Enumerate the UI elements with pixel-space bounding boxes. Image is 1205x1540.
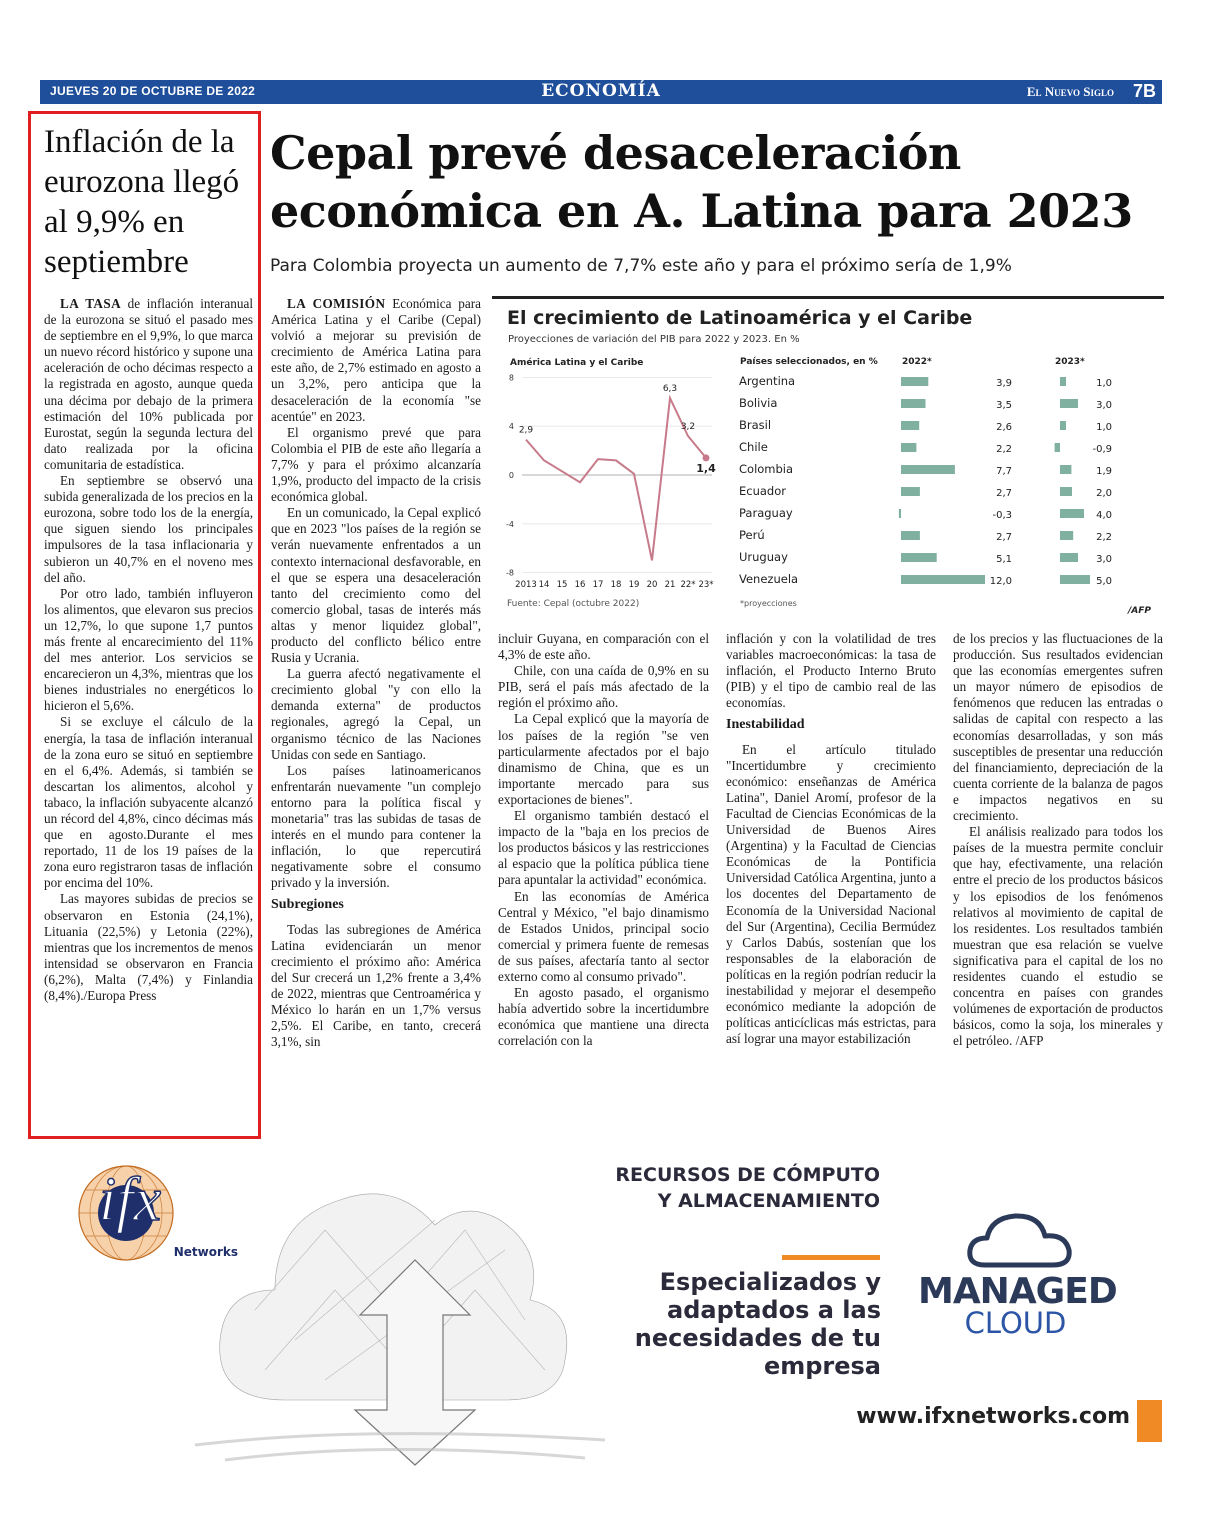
page-header-bar <box>40 80 1162 104</box>
x-tick-label: 22* <box>680 580 696 590</box>
bar-2023-value: 1,0 <box>1096 422 1112 433</box>
projection-note: *proyecciones <box>740 599 797 608</box>
data-label: 1,4 <box>696 461 716 475</box>
sidebar-paragraph: Si se excluye el cálculo de la energía, la tasa de inflación interanual de la zona euro se situó en septiembre en el 6,4%. Además, si también se descartan los alimentos, alcohol y tabaco, la inflación subyacente alcanzó un récord del 4,8%, cinco décimas más que en agosto.Durante el mes reportado, 11 de los 19 países de la zona euro registraron tasas de inflación por encima del 10%. <box>44 714 253 891</box>
country-label: Bolivia <box>739 396 778 410</box>
bar-2022 <box>899 509 901 518</box>
country-label: Colombia <box>739 462 794 476</box>
article-column-3 <box>726 631 936 1047</box>
country-label: Argentina <box>739 374 796 388</box>
ad-accent-bar <box>782 1255 880 1260</box>
article-paragraph: inflación y con la volatilidad de tres variables macroeconómicas: la tasa de inflación, el Producto Interno Bruto (PIB) y el tipo de cambio real de las economías. <box>726 631 936 711</box>
bar-2023 <box>1060 487 1072 496</box>
chart-subtitle: Proyecciones de variación del PIB para 2022 y 2023. En % <box>508 334 800 345</box>
sidebar-headline: Inflación de la eurozona llegó al 9,9% en septiembre <box>44 124 240 280</box>
chart-credit: /AFP <box>1128 606 1151 616</box>
bar-2022-value: 2,6 <box>996 422 1012 433</box>
article-column-1 <box>271 296 481 1050</box>
bar-2023 <box>1060 421 1066 430</box>
page-number: 7B <box>1132 81 1156 101</box>
article-paragraph: El análisis realizado para todos los países de la muestra permite concluir que hay, efectivamente, una relación entre el precio de los productos básicos y los episodios de los fenómenos relativos al movimiento de capital de los residentes. Los resultados también muestran que esa relación se vuelve significativa para el capital de los no residentes cuando el estudio se concentra en países con grandes volúmenes de exportación de productos básicos, como la soja, los minerales y el petróleo. /AFP <box>953 824 1163 1049</box>
bar-2022 <box>901 421 919 430</box>
bar-2022 <box>901 487 920 496</box>
article-column-4 <box>953 631 1163 1049</box>
managed-cloud-label: MANAGED <box>918 1271 1117 1312</box>
article-paragraph: Todas las subregiones de América Latina evidenciarán un menor crecimiento el próximo año: América del Sur crecerá un 1,2% frente a 3,4% de 2022, mientras que Centroamérica y México lo harán en un 1,7% versus 2,5%. El Caribe, en tanto, crecerá 3,1%, sin <box>271 921 481 1050</box>
bar-2022 <box>901 399 926 408</box>
bar-2022-value: 2,7 <box>996 488 1012 499</box>
bar-2023-value: -0,9 <box>1092 444 1112 455</box>
article-paragraph: En el artículo titulado "Incertidumbre y crecimiento económico: enseñanzas de América Latina", Daniel Aromí, profesor de la Facultad de Ciencias Económicas de la Universidad de Buenos Aires (Argentina) y la Facultad de Ciencias Económicas de la Pontificia Universidad Católica Argentina, junto a los docentes del Departamento de Economía de la Universidad Nacional del Sur (Argentina), Cecilia Bermúdez y Carlos Dabús, sostenían que los responsables de la elaboración de políticas en la región podrían reducir la inestabilidad y mejorar el desempeño económico mediante la adopción de políticas anticíclicas más estrictas, para así lograr una mayor estabilización <box>726 741 936 1047</box>
sidebar-paragraph: Por otro lado, también influyeron los alimentos, que elevaron sus precios un 12,7%, lo que supone 1,7 puntos más frente al encarecimiento del 11% del mes anterior. Los servicios se encarecieron un 4,3%, mientras que los bienes industriales no energéticos lo hicieron el 5,6%. <box>44 585 253 714</box>
bar-2022-value: -0,3 <box>992 510 1012 521</box>
subheading: Inestabilidad <box>726 717 805 733</box>
sidebar-paragraph: En septiembre se observó una subida generalizada de los precios en la eurozona, sobre todo los de la energía, que siguen siendo los principales impulsores de la tasa inflacionaria y subieron un 40,7% en el noveno mes del año. <box>44 473 253 585</box>
data-label: 3,2 <box>680 421 696 432</box>
bar-2023 <box>1060 465 1071 474</box>
country-label: Brasil <box>739 418 772 432</box>
bar-2023-value: 1,0 <box>1096 378 1112 389</box>
x-tick-label: 17 <box>592 580 604 590</box>
bar-2023 <box>1060 553 1078 562</box>
x-tick-label: 21 <box>664 580 676 590</box>
chart-title: El crecimiento de Latinoamérica y el Caribe <box>507 307 973 329</box>
bar-2023 <box>1060 509 1084 518</box>
bar-2023-value: 2,0 <box>1096 488 1112 499</box>
bar-2023 <box>1060 377 1066 386</box>
data-label: 2,9 <box>518 425 534 436</box>
article-paragraph: En un comunicado, la Cepal explicó que en 2023 "los países de la región se verán nuevamente enfrentados a un contexto internacional desfavorable, en el que se espera una desaceleración tanto del crecimiento como del comercio global, tasas de interés más altas y menor liquidez global", producto del conflicto bélico entre Rusia y Ucrania. <box>271 505 481 666</box>
article-subheadline: Para Colombia proyecta un aumento de 7,7% este año y para el próximo sería de 1,9% <box>270 256 1012 276</box>
bar-2023 <box>1060 531 1073 540</box>
country-label: Chile <box>739 440 768 454</box>
article-paragraph: de los precios y las fluctuaciones de la producción. Sus resultados evidencian que las economías emergentes sufren un mayor número de episodios de fenómenos que reducen las entradas o salidas de capital con respecto a las economías desarrolladas, y son más susceptibles de presentar una reducción del financiamiento, depreciación de la cuenta corriente de la balanza de pagos e impactos negativos en su crecimiento. <box>953 631 1163 824</box>
country-label: Perú <box>739 528 765 542</box>
cloud-upload-illustration <box>165 1140 615 1470</box>
ifx-brand-word: Networks <box>173 1245 238 1259</box>
bar-2023-value: 4,0 <box>1096 510 1112 521</box>
ad-headline: RECURSOS DE CÓMPUTO Y ALMACENAMIENTO <box>615 1164 880 1212</box>
sidebar-body <box>44 296 253 1004</box>
bar-2023-value: 2,2 <box>1096 532 1112 543</box>
gdp-growth-chart <box>500 365 1165 615</box>
sidebar-lead: LA TASA <box>60 296 121 311</box>
bar-2022-value: 12,0 <box>989 576 1012 587</box>
bar-2022-value: 3,5 <box>996 400 1012 411</box>
y-tick-label: 4 <box>508 422 514 432</box>
x-tick-label: 23* <box>698 580 714 590</box>
article-lead: LA COMISIÓN <box>287 296 386 311</box>
bar-2023-value: 1,9 <box>1096 466 1112 477</box>
article-paragraph: La guerra afectó negativamente el crecimiento global "y con ello la demanda externa" de productos regionales, agregó la Cepal, un organismo técnico de las Naciones Unidas con sede en Santiago. <box>271 666 481 762</box>
bar-2022 <box>901 465 955 474</box>
x-tick-label: 2013 <box>515 580 537 590</box>
chart-source: Fuente: Cepal (octubre 2022) <box>507 599 640 609</box>
line-chart-title: América Latina y el Caribe <box>510 358 644 368</box>
article-paragraph: En agosto pasado, el organismo había advertido sobre la incertidumbre económica que mantiene una directa correlación con la <box>498 985 709 1049</box>
bar-2022 <box>901 575 985 584</box>
ad-orange-block <box>1137 1400 1162 1442</box>
x-tick-label: 19 <box>628 580 640 590</box>
bar-2023 <box>1055 443 1060 452</box>
gdp-point <box>703 454 710 461</box>
section-name: ECONOMÍA <box>541 81 661 101</box>
bar-2022 <box>901 553 937 562</box>
article-column-2 <box>498 631 709 1049</box>
subheading: Subregiones <box>271 897 344 913</box>
x-tick-label: 14 <box>538 580 550 590</box>
bar-chart-title: Países seleccionados, en % <box>740 357 878 367</box>
y-tick-label: -4 <box>506 519 514 529</box>
sidebar-paragraph: de inflación interanual de la eurozona se situó el pasado mes de septiembre en el 9,9%, lo que marca un nuevo récord histórico y supone una aceleración de ocho décimas respecto a la registrada en agosto, aunque queda una décima por debajo de la primera estimación del 10% publicada por Eurostat, según la segunda lectura del dato realizada por la oficina comunitaria de estadística. <box>44 296 253 472</box>
country-label: Paraguay <box>739 506 793 520</box>
x-tick-label: 18 <box>610 580 622 590</box>
chart-top-rule <box>492 296 1164 299</box>
newspaper-name: El Nuevo Siglo <box>1026 84 1114 99</box>
article-paragraph: La Cepal explicó que la mayoría de los países de la región "se ven particularmente afectados por el bajo dinamismo de China, que es un importante mercado para sus exportaciones de bienes". <box>498 711 709 807</box>
article-paragraph: El organismo también destacó el impacto de la "baja en los precios de los productos básicos y las restricciones al espacio que la política pública tiene para apuntalar la actividad" económica. <box>498 808 709 888</box>
sidebar-paragraph: Las mayores subidas de precios se observaron en Estonia (24,1%), Lituania (22,5%) y Letonia (22%), mientras que los incrementos de menos intensidad se observaron en Francia (6,2%), Malta (7,4%) y Finlandia (8,4%)./Europa Press <box>44 891 253 1004</box>
article-paragraph: incluir Guyana, en comparación con el 4,3% de este año. <box>498 631 709 663</box>
ad-website-link[interactable]: www.ifxnetworks.com <box>856 1404 1130 1429</box>
bar-2023-value: 3,0 <box>1096 400 1112 411</box>
y-tick-label: 0 <box>508 471 514 480</box>
x-tick-label: 20 <box>646 580 658 590</box>
bar-2023-value: 5,0 <box>1096 576 1112 587</box>
x-tick-label: 15 <box>556 580 568 590</box>
cloud-icon <box>965 1210 1075 1270</box>
managed-cloud-sublabel: CLOUD <box>964 1306 1067 1340</box>
bar-series-label-2023: 2023* <box>1055 357 1085 367</box>
article-paragraph: Económica para América Latina y el Caribe (Cepal) volvió a mejorar su previsión de crecimiento de América Latina para este año, de 2,7% estimado en agosto a un 3,2%, pero anticipa que la desaceleración de la economía "se acentúe" en 2023. <box>271 296 481 424</box>
bar-2023 <box>1060 575 1090 584</box>
country-label: Venezuela <box>739 572 799 586</box>
data-label: 6,3 <box>662 384 678 395</box>
ifx-brand-letters: ifx <box>99 1166 161 1234</box>
article-paragraph: Los países latinoamericanos enfrentarán nuevamente "un complejo entorno para la política fiscal y monetaria" tras las subidas de tasas de interés en el mundo para contener la inflación, lo que repercutirá negativamente sobre el consumo privado y la inversión. <box>271 762 481 891</box>
ad-body-text: Especializados y adaptados a las necesidades de tu empresa <box>634 1268 881 1380</box>
bar-series-label-2022: 2022* <box>902 357 932 367</box>
bar-2022 <box>901 377 928 386</box>
gdp-series-line <box>526 398 706 560</box>
country-label: Uruguay <box>739 550 788 564</box>
y-tick-label: 8 <box>508 373 514 383</box>
bar-2022-value: 2,7 <box>996 532 1012 543</box>
y-tick-label: -8 <box>506 568 514 578</box>
bar-2022-value: 2,2 <box>996 444 1012 455</box>
x-tick-label: 16 <box>574 580 586 590</box>
bar-2022-value: 3,9 <box>996 378 1012 389</box>
bar-2022-value: 7,7 <box>996 466 1012 477</box>
article-paragraph: Chile, con una caída de 0,9% en su PIB, será el país más afectado de la región el próximo año. <box>498 663 709 711</box>
bar-2022 <box>901 443 916 452</box>
country-label: Ecuador <box>739 484 786 498</box>
bar-2022 <box>901 531 920 540</box>
bar-2022-value: 5,1 <box>996 554 1012 565</box>
article-headline: Cepal prevé desaceleración económica en A. Latina para 2023 <box>270 126 1133 238</box>
article-paragraph: En las economías de América Central y México, "el bajo dinamismo de Estados Unidos, principal socio comercial y primera fuente de remesas de sus países, afectaría tanto al sector externo como al consumo privado". <box>498 888 709 984</box>
article-paragraph: El organismo prevé que para Colombia el PIB de este año llegaría a 7,7% y para el próximo alcanzaría 1,9%, producto del impacto de la crisis económica global. <box>271 424 481 505</box>
bar-2023-value: 3,0 <box>1096 554 1112 565</box>
bar-2023 <box>1060 399 1078 408</box>
issue-date: JUEVES 20 DE OCTUBRE DE 2022 <box>50 84 256 98</box>
